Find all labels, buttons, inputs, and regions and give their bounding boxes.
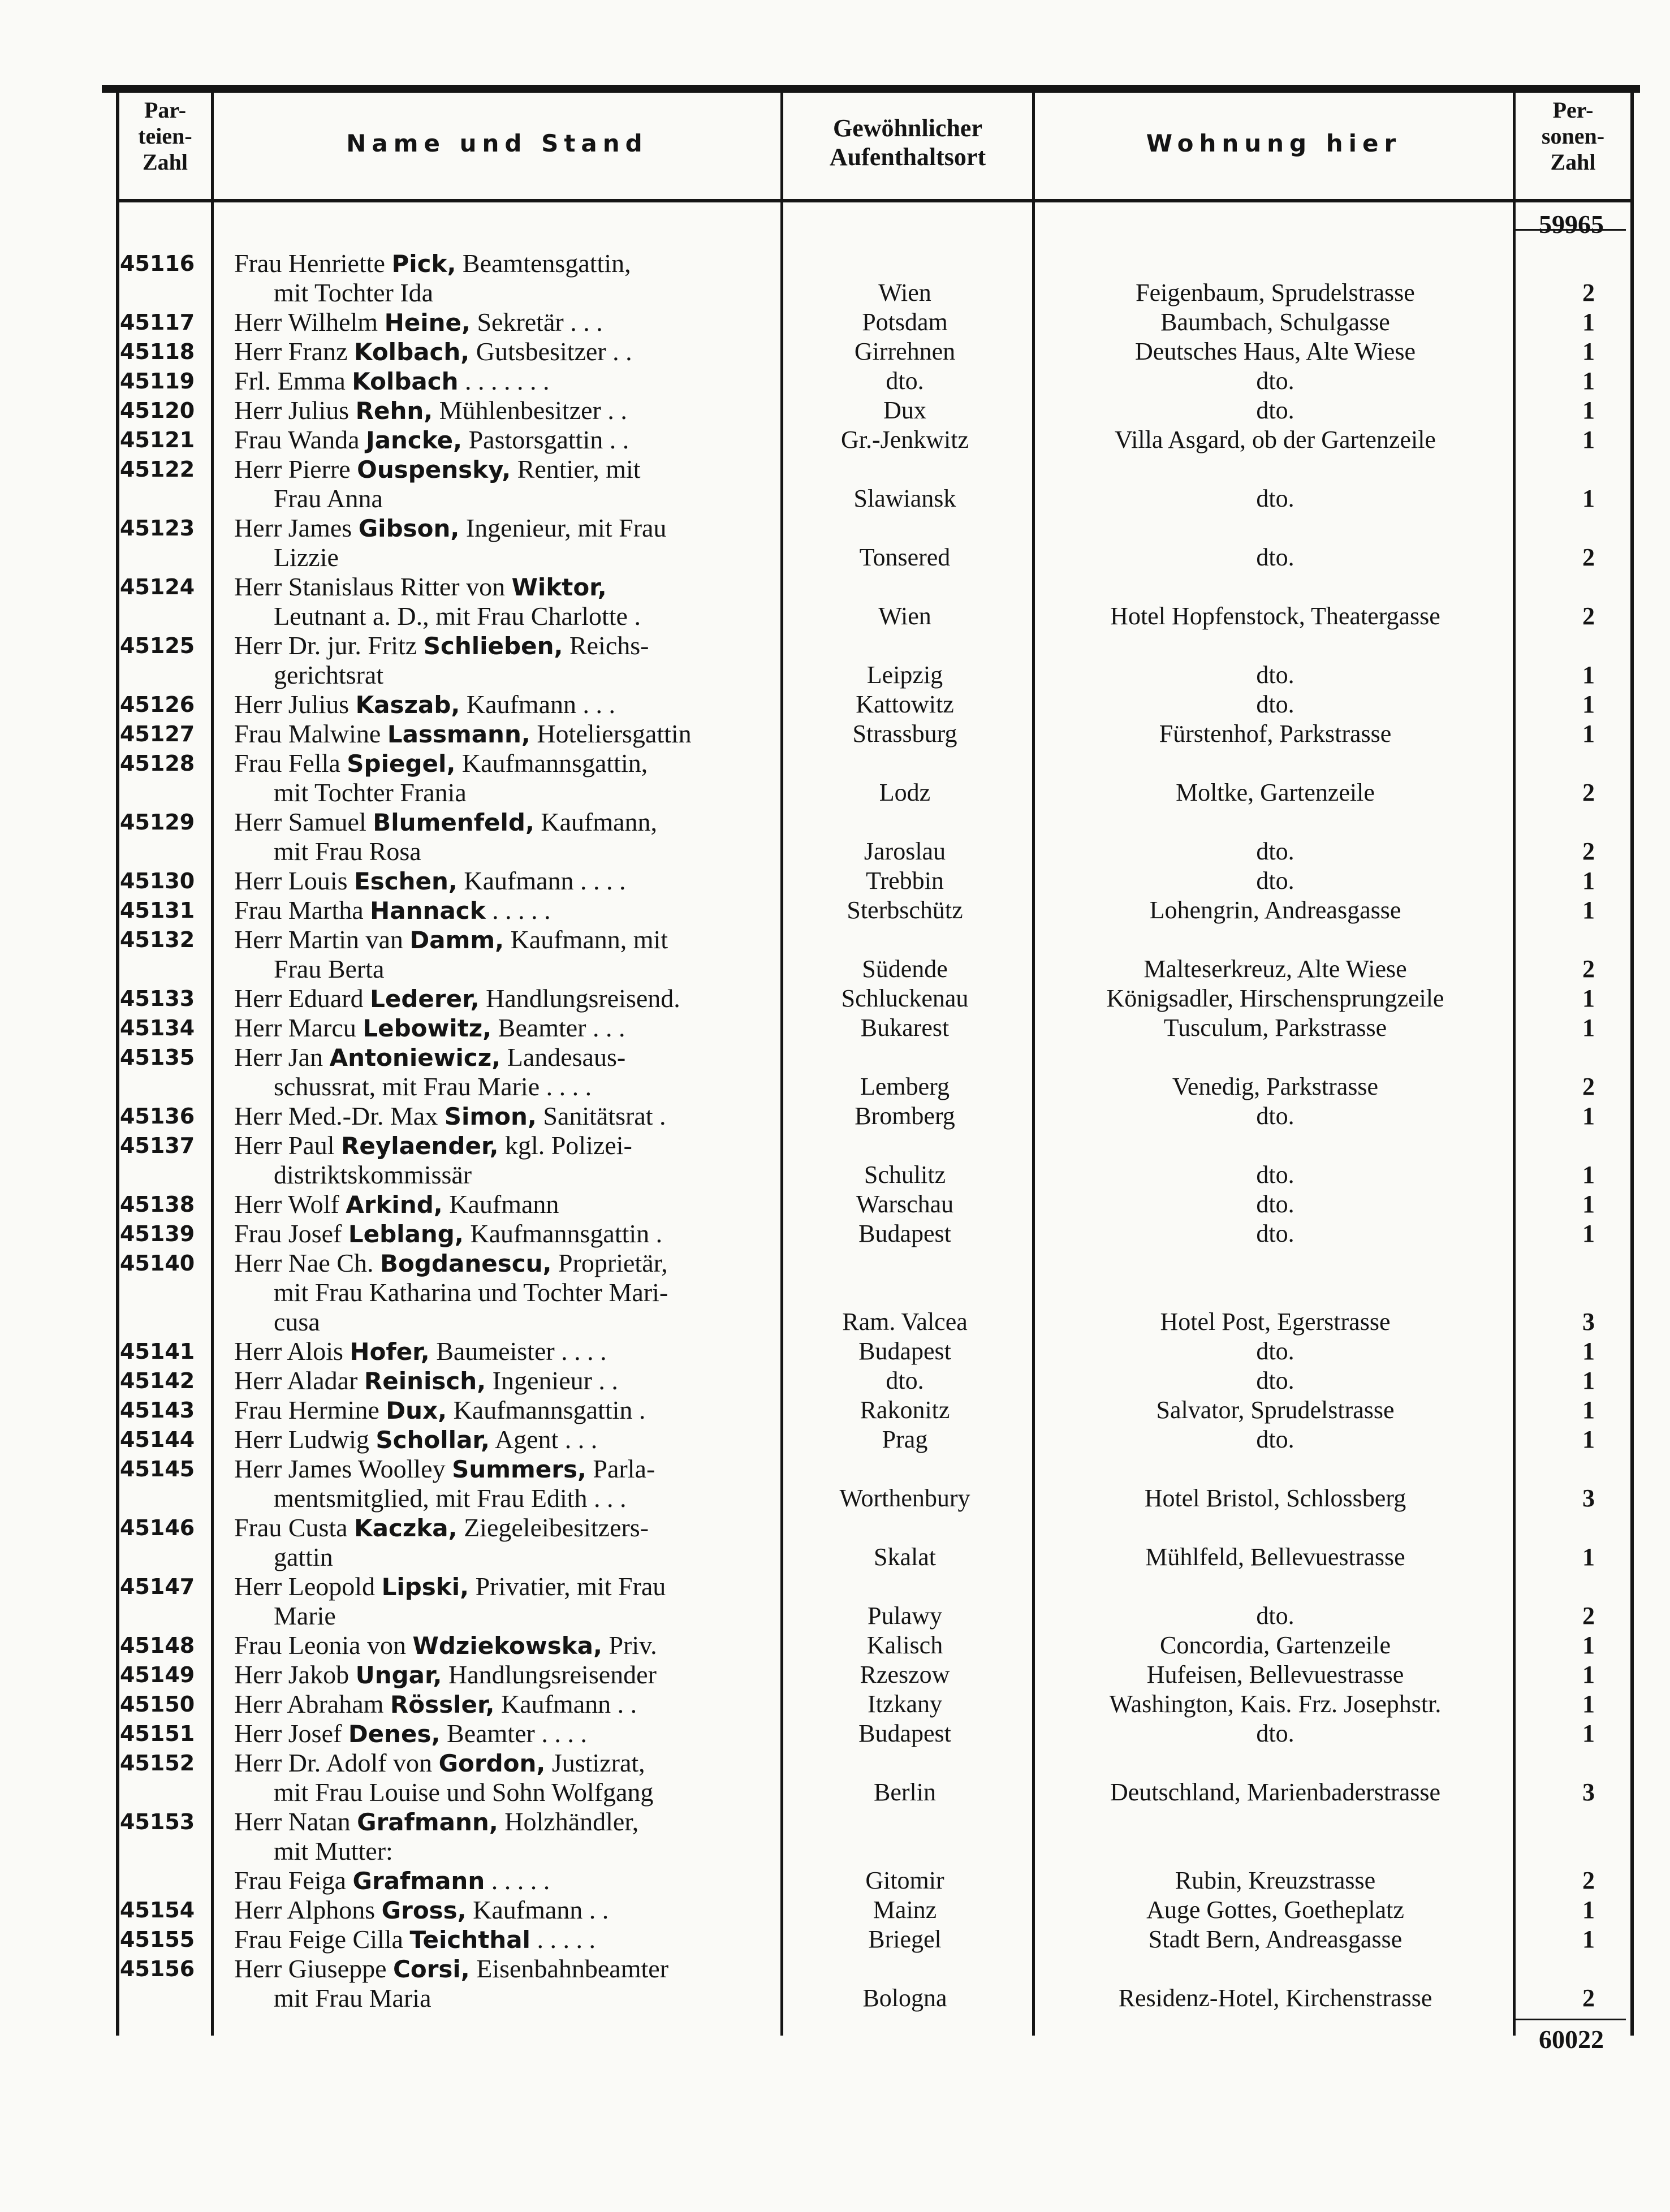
party-number: 45152	[120, 1751, 195, 1775]
running-total-end: 60022	[1539, 2025, 1604, 2054]
surname: Reinisch,	[364, 1367, 486, 1395]
persons-count: 1	[1582, 1396, 1595, 1424]
lodging: dto.	[1256, 485, 1294, 512]
lodging: Tusculum, Parkstrasse	[1163, 1014, 1387, 1042]
lodging: dto.	[1256, 1337, 1294, 1365]
party-number: 45133	[120, 986, 195, 1011]
party-number: 45116	[120, 251, 195, 276]
lodging: dto.	[1256, 661, 1294, 689]
lodging: Deutschland, Marienbaderstrasse	[1110, 1778, 1440, 1806]
surname: Corsi,	[393, 1955, 470, 1983]
persons-count: 1	[1582, 1720, 1595, 1747]
guest-name: Herr Jakob Ungar, Handlungsreisender	[234, 1660, 657, 1689]
lodging: dto.	[1256, 543, 1294, 571]
guest-name: Herr James Gibson, Ingenieur, mit Frau Lizzie	[234, 513, 667, 572]
surname: Damm,	[409, 926, 504, 954]
persons-count: 3	[1582, 1778, 1595, 1806]
header-bottom-rule	[116, 199, 1632, 202]
surname: Rössler,	[390, 1691, 495, 1718]
guest-name: Herr Franz Kolbach, Gutsbesitzer . .	[234, 337, 632, 366]
surname: Pick,	[391, 250, 456, 278]
usual-residence: Slawiansk	[853, 485, 956, 512]
surname: Hannack	[370, 897, 486, 924]
guest-name: Herr Med.-Dr. Max Simon, Sanitätsrat .	[234, 1101, 666, 1130]
persons-count: 3	[1582, 1308, 1595, 1336]
usual-residence: Schluckenau	[841, 984, 969, 1012]
usual-residence: Südende	[862, 955, 948, 983]
guest-name: Frau Josef Leblang, Kaufmannsgattin .	[234, 1219, 663, 1248]
guest-name: Herr Stanislaus Ritter von Wiktor, Leutnant a. D., mit Frau Charlotte .	[234, 572, 641, 630]
header-parties-count: Par- teien- Zahl	[138, 97, 192, 175]
party-number: 45148	[120, 1633, 195, 1658]
guest-name: Herr Dr. jur. Fritz Schlieben, Reichs- gerichtsrat	[234, 631, 649, 689]
lodging: Hotel Post, Egerstrasse	[1160, 1308, 1391, 1336]
lodging: Malteserkreuz, Alte Wiese	[1143, 955, 1407, 983]
lodging: Fürstenhof, Parkstrasse	[1159, 720, 1392, 748]
usual-residence: Jaroslau	[864, 837, 946, 865]
usual-residence: Briegel	[868, 1925, 942, 1953]
usual-residence: Tonsered	[859, 543, 951, 571]
usual-residence: Girrehnen	[854, 338, 956, 365]
party-number: 45134	[120, 1016, 195, 1040]
guest-name: Frau Henriette Pick, Beamtensgattin, mit Tochter Ida	[234, 249, 631, 307]
surname: Gross,	[381, 1896, 467, 1924]
usual-residence: Mainz	[873, 1896, 937, 1924]
lodging: Salvator, Sprudelstrasse	[1156, 1396, 1395, 1424]
usual-residence: Budapest	[858, 1220, 951, 1247]
persons-count: 2	[1582, 1984, 1595, 2012]
party-number: 45120	[120, 398, 195, 423]
party-number: 45146	[120, 1515, 195, 1540]
guest-name: Herr Paul Reylaender, kgl. Polizei- distriktskommissär	[234, 1131, 632, 1189]
persons-count: 1	[1582, 1925, 1595, 1953]
lodging: Hotel Hopfenstock, Theatergasse	[1110, 602, 1440, 630]
lodging: Rubin, Kreuzstrasse	[1175, 1867, 1376, 1894]
usual-residence: Sterbschütz	[847, 896, 963, 924]
usual-residence: Kalisch	[866, 1631, 943, 1659]
lodging: dto.	[1256, 690, 1294, 718]
party-number: 45127	[120, 722, 195, 746]
surname: Gordon,	[438, 1749, 546, 1777]
surname: Schollar,	[376, 1426, 490, 1454]
guest-name: Frau Wanda Jancke, Pastorsgattin . .	[234, 425, 629, 454]
guest-name: Frau Custa Kaczka, Ziegeleibesitzers- gattin	[234, 1513, 649, 1571]
guest-name: Herr Leopold Lipski, Privatier, mit Frau Marie	[234, 1572, 666, 1630]
persons-count: 1	[1582, 396, 1595, 424]
lodging: Stadt Bern, Andreasgasse	[1148, 1925, 1403, 1953]
guest-name: Herr Julius Rehn, Mühlenbesitzer . .	[234, 396, 627, 425]
lodging: Lohengrin, Andreasgasse	[1149, 896, 1401, 924]
party-number: 45121	[120, 427, 195, 452]
lodging: dto.	[1256, 1161, 1294, 1189]
header-persons-count: Per- sonen- Zahl	[1541, 97, 1605, 175]
surname: Lederer,	[370, 985, 480, 1013]
surname: Dux,	[386, 1397, 447, 1424]
guest-name: Herr Nae Ch. Bogdanescu, Proprietär, mit Frau Katharina und Tochter Mari- cusa	[234, 1248, 668, 1336]
party-number: 45144	[120, 1427, 195, 1452]
lodging: dto.	[1256, 1102, 1294, 1130]
lodging: Venedig, Parkstrasse	[1172, 1073, 1379, 1100]
guest-name: Herr Wilhelm Heine, Sekretär . . .	[234, 308, 603, 336]
usual-residence: Bromberg	[855, 1102, 955, 1130]
persons-count: 1	[1582, 1161, 1595, 1189]
party-number: 45143	[120, 1398, 195, 1423]
guest-name: Herr Giuseppe Corsi, Eisenbahnbeamter mit Frau Maria	[234, 1954, 669, 2012]
persons-count: 1	[1582, 720, 1595, 748]
usual-residence: dto.	[886, 1367, 924, 1394]
persons-count: 2	[1582, 955, 1595, 983]
total-rule-bottom	[1513, 2019, 1626, 2020]
party-number: 45147	[120, 1574, 195, 1599]
surname: Lassmann,	[387, 720, 530, 748]
party-number: 45128	[120, 751, 195, 776]
persons-count: 2	[1582, 1867, 1595, 1894]
guest-name: Herr Eduard Lederer, Handlungsreisend.	[234, 984, 680, 1013]
surname: Gibson,	[358, 515, 460, 542]
surname: Heine,	[384, 309, 471, 336]
header-name-status: Name und Stand	[346, 129, 648, 157]
lodging: dto.	[1256, 1367, 1294, 1394]
lodging: Deutsches Haus, Alte Wiese	[1135, 338, 1416, 365]
surname: Schlieben,	[423, 632, 563, 660]
surname: Ouspensky,	[357, 456, 511, 483]
surname: Bogdanescu,	[380, 1250, 552, 1277]
surname: Kaszab,	[355, 691, 460, 719]
lodging: dto.	[1256, 1220, 1294, 1247]
lodging: dto.	[1256, 837, 1294, 865]
surname: Kaczka,	[354, 1514, 458, 1542]
surname: Kolbach	[352, 368, 459, 395]
guest-name: Herr Pierre Ouspensky, Rentier, mit Frau Anna	[234, 455, 641, 513]
persons-count: 1	[1582, 308, 1595, 336]
party-number: 45154	[120, 1898, 195, 1922]
guest-name: Herr Louis Eschen, Kaufmann . . . .	[234, 866, 626, 895]
surname: Simon,	[444, 1103, 537, 1130]
lodging: dto.	[1256, 1720, 1294, 1747]
running-total-start: 59965	[1539, 210, 1604, 239]
usual-residence: Schulitz	[864, 1161, 946, 1189]
party-number: 45137	[120, 1133, 195, 1158]
surname: Denes,	[348, 1720, 441, 1748]
persons-count: 1	[1582, 1661, 1595, 1688]
guest-name: Herr Julius Kaszab, Kaufmann . . .	[234, 690, 615, 719]
persons-count: 2	[1582, 543, 1595, 571]
party-number: 45125	[120, 633, 195, 658]
party-number: 45135	[120, 1045, 195, 1070]
lodging: Hufeisen, Bellevuestrasse	[1146, 1661, 1404, 1688]
surname: Hofer,	[349, 1338, 430, 1366]
usual-residence: Gr.-Jenkwitz	[840, 426, 969, 453]
surname: Antoniewicz,	[329, 1044, 501, 1072]
surname: Leblang,	[348, 1220, 464, 1248]
table-left-rule	[116, 90, 119, 2036]
usual-residence: Dux	[883, 396, 926, 424]
persons-count: 1	[1582, 1102, 1595, 1130]
party-number: 45117	[120, 310, 195, 335]
lodging: Villa Asgard, ob der Gartenzeile	[1115, 426, 1436, 453]
usual-residence: Prag	[882, 1425, 928, 1453]
guest-name: Frau Fella Spiegel, Kaufmannsgattin, mit Tochter Frania	[234, 749, 648, 807]
party-number: 45131	[120, 898, 195, 923]
surname: Ungar,	[355, 1661, 442, 1689]
usual-residence: Kattowitz	[856, 690, 954, 718]
guest-name: Herr Jan Antoniewicz, Landesaus- schussrat, mit Frau Marie . . . .	[234, 1043, 626, 1101]
usual-residence: Strassburg	[852, 720, 957, 748]
persons-count: 1	[1582, 984, 1595, 1012]
party-number: 45129	[120, 810, 195, 835]
table-right-rule	[1630, 90, 1634, 2036]
surname: Reylaender,	[341, 1132, 499, 1160]
persons-count: 1	[1582, 1367, 1595, 1394]
persons-count: 2	[1582, 779, 1595, 806]
persons-count: 1	[1582, 867, 1595, 895]
party-number: 45123	[120, 516, 195, 541]
usual-residence: Bukarest	[860, 1014, 950, 1042]
party-number: 45118	[120, 339, 195, 364]
guest-name: Herr Dr. Adolf von Gordon, Justizrat, mit Frau Louise und Sohn Wolfgang	[234, 1748, 654, 1807]
surname: Arkind,	[346, 1191, 443, 1219]
guest-name: Herr Josef Denes, Beamter . . . .	[234, 1719, 587, 1748]
lodging: dto.	[1256, 1190, 1294, 1218]
persons-count: 1	[1582, 896, 1595, 924]
surname: Rehn,	[355, 397, 433, 425]
surname: Jancke,	[366, 426, 463, 454]
surname: Grafmann,	[357, 1808, 498, 1836]
guest-name: Herr Marcu Lebowitz, Beamter . . .	[234, 1013, 625, 1042]
party-number: 45145	[120, 1457, 195, 1481]
persons-count: 1	[1582, 1337, 1595, 1365]
guest-name: Frau Leonia von Wdziekowska, Priv.	[234, 1631, 657, 1660]
party-number: 45139	[120, 1221, 195, 1246]
party-number: 45142	[120, 1368, 195, 1393]
lodging: dto.	[1256, 367, 1294, 395]
party-number: 45122	[120, 457, 195, 482]
persons-count: 2	[1582, 1602, 1595, 1630]
lodging: Auge Gottes, Goetheplatz	[1146, 1896, 1404, 1924]
guest-name: Frau Hermine Dux, Kaufmannsgattin .	[234, 1396, 646, 1424]
lodging: Residenz-Hotel, Kirchenstrasse	[1118, 1984, 1432, 2012]
usual-residence: Trebbin	[866, 867, 944, 895]
usual-residence: Pulawy	[868, 1602, 942, 1630]
guest-name: Herr Alphons Gross, Kaufmann . .	[234, 1895, 609, 1924]
usual-residence: Lodz	[879, 779, 931, 806]
guest-name: Herr Ludwig Schollar, Agent . . .	[234, 1425, 598, 1454]
persons-count: 1	[1582, 1896, 1595, 1924]
surname: Summers,	[452, 1455, 586, 1483]
usual-residence: Bologna	[862, 1984, 947, 2012]
usual-residence: Skalat	[874, 1543, 936, 1571]
party-number: 45132	[120, 927, 195, 952]
usual-residence: Wien	[878, 602, 931, 630]
surname: Wdziekowska,	[412, 1632, 602, 1660]
persons-count: 1	[1582, 367, 1595, 395]
usual-residence: dto.	[886, 367, 924, 395]
surname: Lebowitz,	[363, 1014, 492, 1042]
party-number: 45151	[120, 1721, 195, 1746]
persons-count: 3	[1582, 1484, 1595, 1512]
usual-residence: Wien	[878, 279, 931, 306]
guest-name: Frau Feige Cilla Teichthal . . . . .	[234, 1925, 595, 1954]
persons-count: 2	[1582, 1073, 1595, 1100]
surname: Grafmann	[352, 1867, 485, 1895]
party-number: 45124	[120, 574, 195, 599]
guest-name: Herr Martin van Damm, Kaufmann, mit Frau Berta	[234, 925, 668, 983]
lodging: dto.	[1256, 1602, 1294, 1630]
persons-count: 1	[1582, 485, 1595, 512]
party-number: 45119	[120, 369, 195, 394]
usual-residence: Budapest	[858, 1337, 951, 1365]
party-number: 45155	[120, 1927, 195, 1952]
persons-count: 1	[1582, 661, 1595, 689]
lodging: Mühlfeld, Bellevuestrasse	[1145, 1543, 1405, 1571]
guest-name: Herr Abraham Rössler, Kaufmann . .	[234, 1690, 637, 1718]
surname: Teichthal	[409, 1926, 530, 1954]
col-rule-1	[211, 90, 214, 2036]
persons-count: 1	[1582, 1631, 1595, 1659]
usual-residence: Lemberg	[860, 1073, 950, 1100]
surname: Lipski,	[381, 1573, 469, 1601]
guest-name: Herr Natan Grafmann, Holzhändler, mit Mutter: Frau Feiga Grafmann . . . . .	[234, 1807, 639, 1895]
surname: Wiktor,	[511, 573, 607, 601]
usual-residence: Warschau	[856, 1190, 954, 1218]
lodging: dto.	[1256, 396, 1294, 424]
surname: Spiegel,	[347, 750, 456, 777]
lodging: Feigenbaum, Sprudelstrasse	[1136, 279, 1415, 306]
party-number: 45150	[120, 1692, 195, 1717]
lodging: Königsadler, Hirschensprungzeile	[1106, 984, 1444, 1012]
guest-name: Herr Aladar Reinisch, Ingenieur . .	[234, 1366, 618, 1395]
party-number: 45138	[120, 1192, 195, 1217]
lodging: Moltke, Gartenzeile	[1176, 779, 1375, 806]
party-number: 45126	[120, 692, 195, 717]
persons-count: 1	[1582, 338, 1595, 365]
persons-count: 1	[1582, 426, 1595, 453]
surname: Kolbach,	[354, 338, 470, 366]
persons-count: 2	[1582, 602, 1595, 630]
guest-name: Frl. Emma Kolbach . . . . . . .	[234, 366, 550, 395]
header-lodging-here: Wohnung hier	[1146, 129, 1402, 157]
party-number: 45140	[120, 1251, 195, 1276]
guest-name: Herr Alois Hofer, Baumeister . . . .	[234, 1337, 607, 1366]
surname: Eschen,	[354, 867, 458, 895]
lodging: Concordia, Gartenzeile	[1159, 1631, 1391, 1659]
usual-residence: Budapest	[858, 1720, 951, 1747]
persons-count: 2	[1582, 837, 1595, 865]
persons-count: 1	[1582, 690, 1595, 718]
usual-residence: Berlin	[874, 1778, 936, 1806]
usual-residence: Ram. Valcea	[842, 1308, 968, 1336]
lodging: Baumbach, Schulgasse	[1160, 308, 1390, 336]
party-number: 45141	[120, 1339, 195, 1364]
persons-count: 1	[1582, 1543, 1595, 1571]
persons-count: 1	[1582, 1425, 1595, 1453]
persons-count: 1	[1582, 1220, 1595, 1247]
persons-count: 2	[1582, 279, 1595, 306]
surname: Blumenfeld,	[373, 809, 534, 836]
party-number: 45149	[120, 1662, 195, 1687]
guest-name: Herr Wolf Arkind, Kaufmann	[234, 1190, 559, 1219]
guest-name: Frau Martha Hannack . . . . .	[234, 896, 551, 924]
usual-residence: Leipzig	[866, 661, 943, 689]
lodging: Hotel Bristol, Schlossberg	[1144, 1484, 1406, 1512]
party-number: 45156	[120, 1956, 195, 1981]
lodging: Washington, Kais. Frz. Josephstr.	[1109, 1690, 1442, 1718]
usual-residence: Potsdam	[862, 308, 948, 336]
usual-residence: Itzkany	[868, 1690, 942, 1718]
persons-count: 1	[1582, 1690, 1595, 1718]
persons-count: 1	[1582, 1014, 1595, 1042]
guest-name: Herr Samuel Blumenfeld, Kaufmann, mit Frau Rosa	[234, 807, 658, 866]
lodging: dto.	[1256, 1425, 1294, 1453]
usual-residence: Worthenbury	[839, 1484, 970, 1512]
usual-residence: Gitomir	[865, 1867, 944, 1894]
usual-residence: Rakonitz	[860, 1396, 950, 1424]
top-rule	[102, 85, 1640, 93]
party-number: 45130	[120, 869, 195, 893]
header-usual-residence: Gewöhnlicher Aufenthaltsort	[829, 114, 986, 171]
guest-name: Frau Malwine Lassmann, Hoteliersgattin	[234, 719, 692, 748]
lodging: dto.	[1256, 867, 1294, 895]
party-number: 45153	[120, 1809, 195, 1834]
guest-name: Herr James Woolley Summers, Parla- mentsmitglied, mit Frau Edith . . .	[234, 1454, 655, 1513]
persons-count: 1	[1582, 1190, 1595, 1218]
usual-residence: Rzeszow	[860, 1661, 950, 1688]
party-number: 45136	[120, 1104, 195, 1129]
